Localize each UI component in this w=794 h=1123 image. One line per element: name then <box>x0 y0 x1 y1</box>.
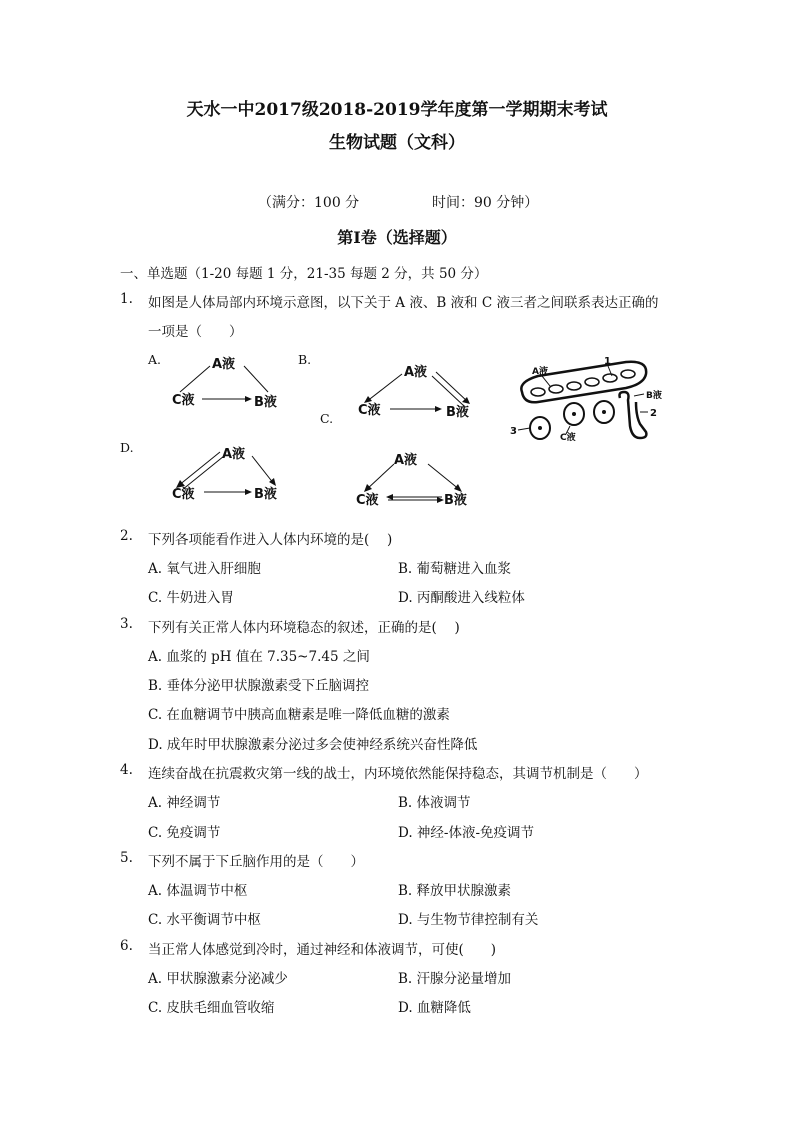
a-fluid-label: A液 <box>222 447 246 462</box>
exam-subtitle: 生物试题（文科） <box>329 133 465 153</box>
answer-option: A. 氧气进入肝细胞 <box>148 561 261 577</box>
exam-time: 时间：90 分钟） <box>432 195 539 211</box>
question-number: 1. <box>120 291 133 307</box>
answer-option: C. 水平衡调节中枢 <box>148 912 261 928</box>
answer-option: D. 神经-体液-免疫调节 <box>398 825 535 841</box>
question-stem: 当正常人体感觉到冷时，通过神经和体液调节，可使( ) <box>148 942 497 958</box>
tissue-label-1: 1 <box>604 356 611 367</box>
answer-option: D. 成年时甲状腺激素分泌过多会使神经系统兴奋性降低 <box>148 737 478 753</box>
answer-option: A. 神经调节 <box>148 795 221 811</box>
answer-option: D. 丙酮酸进入线粒体 <box>398 590 525 606</box>
answer-option: B. 葡萄糖进入血浆 <box>398 561 512 577</box>
answer-option: C. 免疫调节 <box>148 825 221 841</box>
c-fluid-label: C液 <box>358 403 381 418</box>
answer-option: C. 皮肤毛细血管收缩 <box>148 1000 275 1016</box>
question-number: 5. <box>120 850 133 866</box>
a-fluid-label: A液 <box>394 453 418 468</box>
section-instructions: 一、单选题（1-20 每题 1 分，21-35 每题 2 分，共 50 分） <box>120 266 488 282</box>
question-stem: 一项是（ ） <box>148 324 243 340</box>
answer-option: A. 甲状腺激素分泌减少 <box>148 971 288 987</box>
b-fluid-label: B液 <box>254 395 277 410</box>
question-number: 6. <box>120 938 133 954</box>
answer-option: D. 与生物节律控制有关 <box>398 912 539 928</box>
answer-option: A. 血浆的 pH 值在 7.35~7.45 之间 <box>148 649 370 665</box>
answer-option: B. 释放甲状腺激素 <box>398 883 512 899</box>
c-fluid-label: C液 <box>172 487 195 502</box>
answer-option: C. 在血糖调节中胰高血糖素是唯一降低血糖的激素 <box>148 707 450 723</box>
option-c-letter: C. <box>320 411 334 426</box>
answer-option: C. 牛奶进入胃 <box>148 590 234 606</box>
b-fluid-label: B液 <box>444 493 467 508</box>
option-d-letter: D. <box>120 440 134 455</box>
tissue-label-3: 3 <box>510 426 517 437</box>
answer-option: B. 汗腺分泌量增加 <box>398 971 512 987</box>
tissue-diagram <box>508 352 678 444</box>
a-fluid-label: A液 <box>404 365 428 380</box>
question-stem: 下列各项能看作进入人体内环境的是( ) <box>148 532 393 548</box>
exam-title: 天水一中2017级2018-2019学年度第一学期期末考试 <box>186 100 608 120</box>
c-fluid-label: C液 <box>356 493 379 508</box>
option-a-letter: A. <box>148 352 162 367</box>
option-b-letter: B. <box>298 352 312 367</box>
diagram-option-b <box>352 358 492 424</box>
question-stem: 如图是人体局部内环境示意图，以下关于 A 液、B 液和 C 液三者之间联系表达正确的 <box>148 295 659 311</box>
question-stem: 下列不属于下丘脑作用的是（ ） <box>148 854 364 870</box>
answer-option: A. 体温调节中枢 <box>148 883 248 899</box>
question-number: 4. <box>120 762 133 778</box>
question-stem: 连续奋战在抗震救灾第一线的战士，内环境依然能保持稳态，其调节机制是（ ） <box>148 766 648 782</box>
question-number: 2. <box>120 528 133 544</box>
question-number: 3. <box>120 616 133 632</box>
tissue-c-label: C液 <box>560 433 576 443</box>
c-fluid-label: C液 <box>172 393 195 408</box>
diagram-option-c <box>352 446 492 512</box>
b-fluid-label: B液 <box>446 405 469 420</box>
section-title: 第Ⅰ卷（选择题） <box>337 228 457 247</box>
tissue-label-2: 2 <box>650 408 657 419</box>
full-score: （满分：100 分 <box>258 195 360 211</box>
answer-option: D. 血糖降低 <box>398 1000 471 1016</box>
diagram-option-d <box>168 440 298 506</box>
answer-option: B. 体液调节 <box>398 795 471 811</box>
tissue-b-label: B液 <box>646 391 662 401</box>
answer-option: B. 垂体分泌甲状腺激素受下丘脑调控 <box>148 678 370 694</box>
tissue-a-label: A液 <box>532 367 548 377</box>
question-stem: 下列有关正常人体内环境稳态的叙述，正确的是( ) <box>148 620 460 636</box>
diagram-option-a <box>168 350 298 416</box>
b-fluid-label: B液 <box>254 487 277 502</box>
a-fluid-label: A液 <box>212 357 236 372</box>
